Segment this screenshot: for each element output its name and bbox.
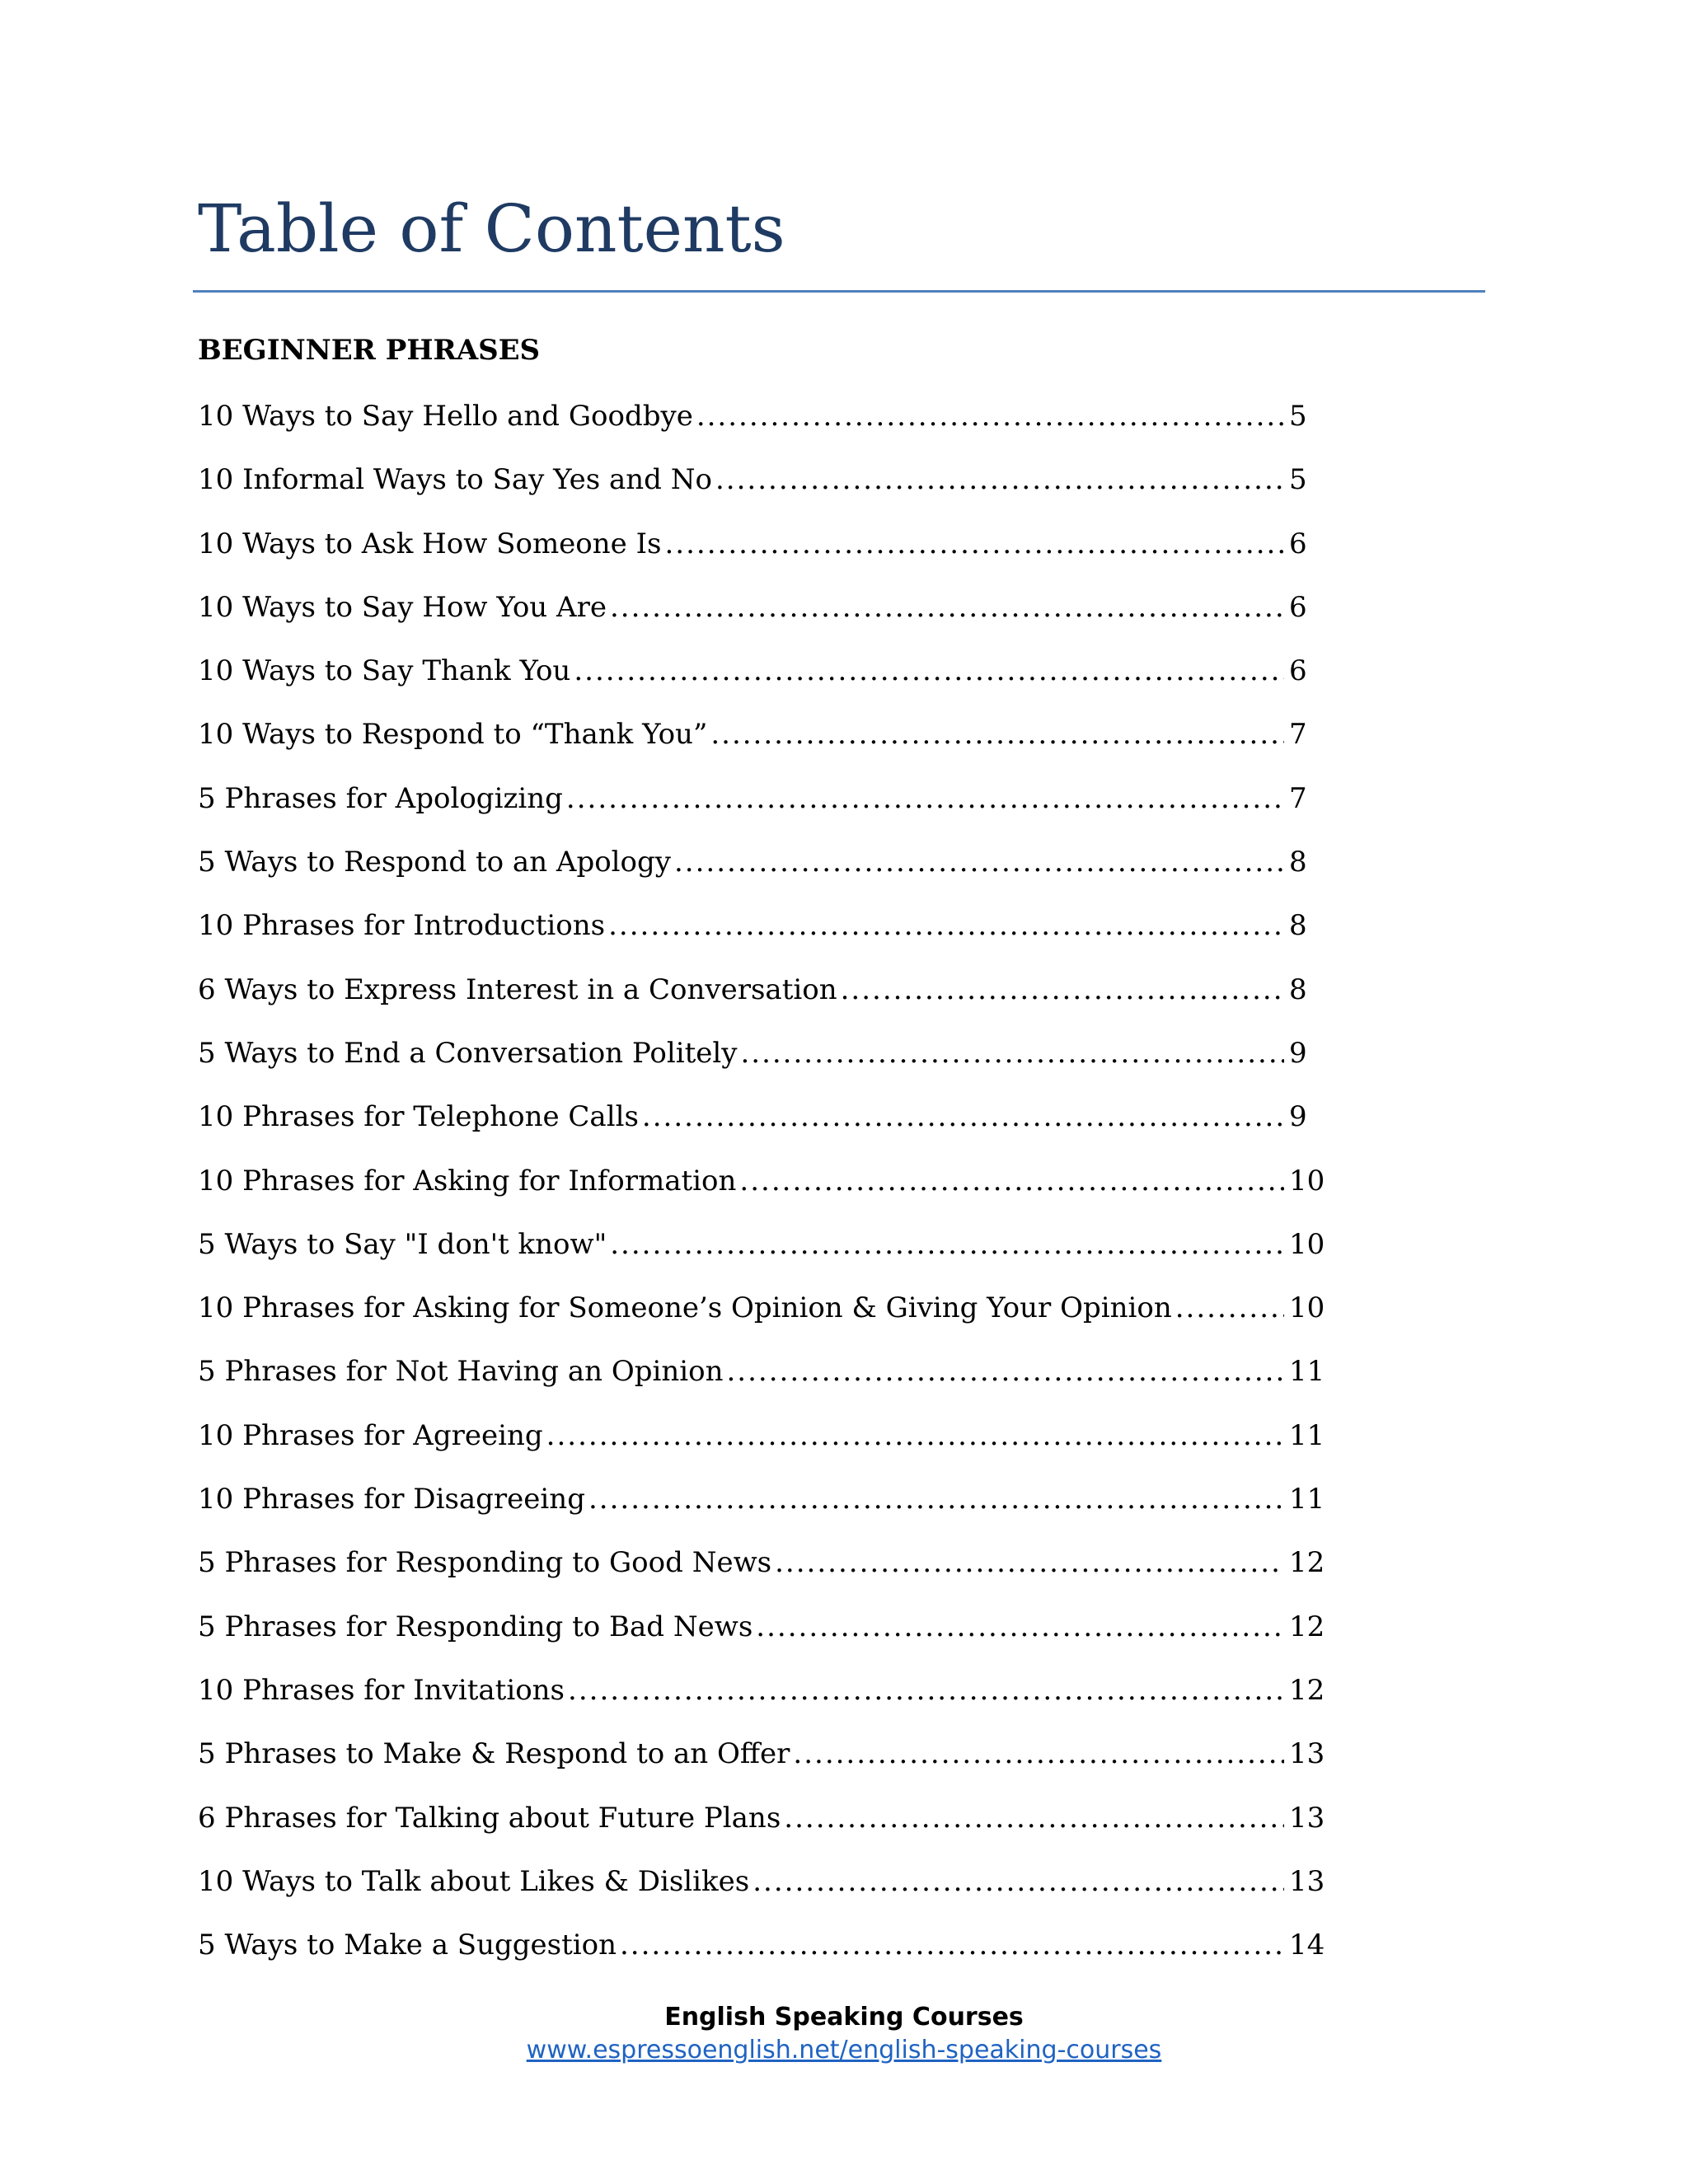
toc-entry-label: 5 Ways to Make a Suggestion (198, 1929, 617, 1962)
toc-page-number: 7 (1289, 718, 1307, 752)
toc-page-number: 13 (1289, 1801, 1325, 1835)
toc-entry-label: 10 Phrases for Invitations (198, 1673, 565, 1707)
toc-leader-dots (696, 400, 1284, 433)
toc-leader-dots (610, 591, 1284, 624)
toc-entry-label: 10 Phrases for Disagreeing (198, 1483, 585, 1516)
toc-entry-label: 10 Phrases for Telephone Calls (198, 1100, 639, 1134)
toc-leader-dots (793, 1737, 1284, 1770)
toc-page-number: 6 (1289, 590, 1307, 624)
toc-page-number: 10 (1289, 1164, 1325, 1197)
toc-page-number: 6 (1289, 527, 1307, 560)
toc-entry[interactable] (198, 1037, 1335, 1100)
toc-page-number: 12 (1289, 1673, 1325, 1707)
toc-page-number: 13 (1289, 1737, 1325, 1771)
toc-entry-label: 10 Phrases for Introductions (198, 909, 606, 943)
toc-list (198, 400, 1335, 1992)
toc-entry[interactable] (198, 718, 1335, 781)
toc-entry-label: 10 Informal Ways to Say Yes and No (198, 463, 712, 497)
toc-entry[interactable] (198, 909, 1335, 972)
toc-page-number: 8 (1289, 909, 1307, 943)
toc-leader-dots (546, 1419, 1284, 1452)
toc-leader-dots (739, 1165, 1284, 1197)
toc-page-number: 5 (1289, 463, 1307, 497)
toc-entry-label: 10 Phrases for Asking for Information (198, 1164, 737, 1197)
toc-page-number: 11 (1289, 1355, 1325, 1389)
toc-entry-label: 10 Ways to Say Thank You (198, 654, 571, 688)
toc-entry-label: 5 Phrases to Make & Respond to an Offer (198, 1737, 790, 1771)
toc-leader-dots (610, 1228, 1284, 1261)
toc-page-number: 10 (1289, 1227, 1325, 1261)
toc-entry[interactable] (198, 400, 1335, 463)
toc-leader-dots (775, 1546, 1284, 1579)
toc-page-number: 11 (1289, 1483, 1325, 1516)
toc-leader-dots (841, 973, 1284, 1006)
toc-entry-label: 6 Ways to Express Interest in a Conversation (198, 972, 837, 1006)
toc-page-number: 14 (1289, 1929, 1325, 1962)
toc-entry-label: 5 Ways to Say "I don't know" (198, 1227, 607, 1261)
section-heading: BEGINNER PHRASES (198, 334, 541, 367)
toc-leader-dots (710, 718, 1284, 751)
toc-entry[interactable] (198, 1165, 1335, 1228)
toc-page-number: 9 (1289, 1100, 1307, 1134)
toc-entry-label: 10 Ways to Say How You Are (198, 590, 607, 624)
page-footer (0, 2001, 1688, 2067)
toc-page-number: 7 (1289, 781, 1307, 815)
toc-page-number: 12 (1289, 1610, 1325, 1643)
toc-entry[interactable] (198, 1610, 1335, 1674)
toc-leader-dots (664, 527, 1284, 560)
toc-entry[interactable] (198, 1865, 1335, 1929)
toc-leader-dots (756, 1610, 1284, 1643)
toc-leader-dots (726, 1355, 1284, 1388)
toc-page-number: 13 (1289, 1864, 1325, 1898)
toc-page-number: 9 (1289, 1036, 1307, 1070)
toc-page-number: 8 (1289, 972, 1307, 1006)
toc-leader-dots (588, 1483, 1284, 1516)
toc-entry[interactable] (198, 1929, 1335, 1992)
toc-leader-dots (740, 1037, 1284, 1070)
toc-entry[interactable] (198, 1674, 1335, 1737)
toc-entry[interactable] (198, 1546, 1335, 1610)
toc-entry-label: 10 Ways to Say Hello and Goodbye (198, 400, 693, 433)
footer-title: English Speaking Courses (664, 2003, 1024, 2032)
toc-entry-label: 5 Ways to End a Conversation Politely (198, 1036, 738, 1070)
toc-entry-label: 10 Ways to Respond to “Thank You” (198, 718, 708, 752)
toc-entry[interactable] (198, 782, 1335, 846)
toc-entry[interactable] (198, 1228, 1335, 1291)
page-title: Table of Contents (198, 190, 785, 267)
toc-leader-dots (608, 909, 1284, 942)
toc-entry-label: 5 Phrases for Responding to Good News (198, 1546, 772, 1580)
toc-entry[interactable] (198, 1802, 1335, 1865)
toc-entry[interactable] (198, 1737, 1335, 1801)
toc-entry-label: 5 Phrases for Apologizing (198, 781, 563, 815)
toc-entry[interactable] (198, 527, 1335, 591)
toc-entry[interactable] (198, 1355, 1335, 1418)
toc-leader-dots (642, 1100, 1284, 1133)
toc-page-number: 8 (1289, 846, 1307, 879)
toc-entry[interactable] (198, 973, 1335, 1037)
toc-leader-dots (1175, 1291, 1284, 1324)
toc-entry-label: 5 Phrases for Not Having an Opinion (198, 1355, 724, 1389)
toc-entry[interactable] (198, 1483, 1335, 1546)
toc-leader-dots (753, 1865, 1284, 1898)
toc-leader-dots (784, 1802, 1284, 1835)
toc-page-number: 6 (1289, 654, 1307, 688)
toc-entry-label: 10 Phrases for Asking for Someone’s Opinion & Giving Your Opinion (198, 1291, 1172, 1325)
toc-leader-dots (674, 846, 1284, 879)
toc-leader-dots (715, 463, 1284, 496)
toc-entry-label: 6 Phrases for Talking about Future Plans (198, 1801, 781, 1835)
toc-entry-label: 10 Ways to Talk about Likes & Dislikes (198, 1864, 750, 1898)
toc-entry-label: 5 Phrases for Responding to Bad News (198, 1610, 753, 1643)
toc-entry[interactable] (198, 1419, 1335, 1483)
toc-leader-dots (620, 1929, 1284, 1961)
toc-page-number: 5 (1289, 400, 1307, 433)
toc-page-number: 10 (1289, 1291, 1325, 1325)
toc-entry[interactable] (198, 846, 1335, 909)
toc-entry-label: 10 Ways to Ask How Someone Is (198, 527, 662, 560)
title-underline (193, 290, 1485, 293)
toc-leader-dots (574, 654, 1284, 687)
toc-entry[interactable] (198, 1291, 1335, 1355)
footer-link[interactable]: www.espressoenglish.net/english-speaking-courses (526, 2036, 1162, 2064)
toc-entry[interactable] (198, 654, 1335, 718)
toc-leader-dots (566, 782, 1284, 815)
toc-page-number: 11 (1289, 1418, 1325, 1452)
toc-entry-label: 5 Ways to Respond to an Apology (198, 846, 671, 879)
toc-entry-label: 10 Phrases for Agreeing (198, 1418, 543, 1452)
toc-page-number: 12 (1289, 1546, 1325, 1580)
toc-leader-dots (568, 1674, 1284, 1707)
toc-entry[interactable] (198, 591, 1335, 654)
toc-entry[interactable] (198, 1100, 1335, 1164)
toc-entry[interactable] (198, 463, 1335, 527)
